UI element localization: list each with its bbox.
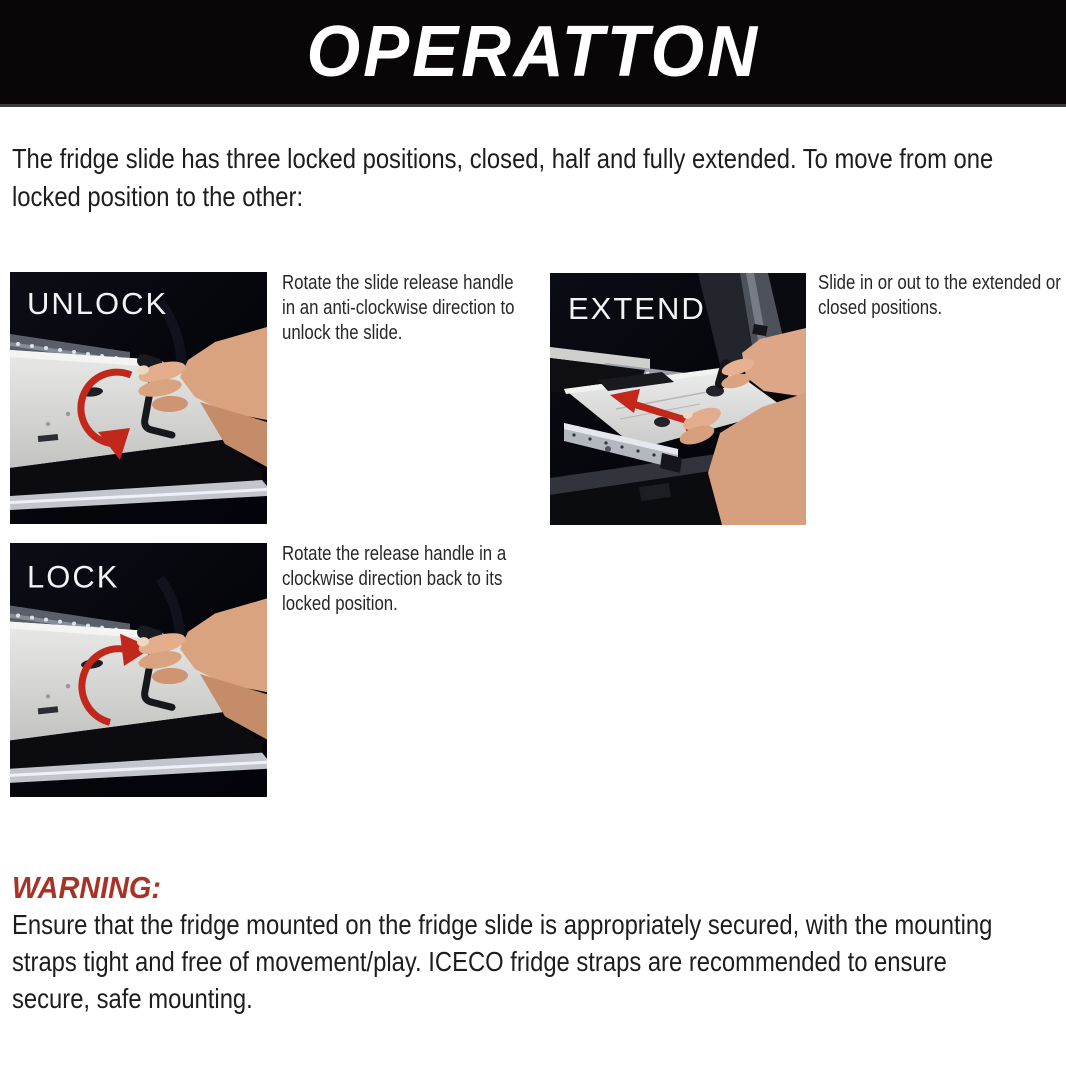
- intro-line: locked position to the other:: [12, 181, 304, 212]
- caption-line: unlock the slide.: [282, 322, 403, 344]
- warning-text: [12, 906, 1066, 1017]
- extend-illustration: [550, 273, 806, 525]
- unlock-photo: [10, 272, 267, 524]
- caption-line: closed positions.: [818, 297, 943, 319]
- warning-line: secure, safe mounting.: [12, 983, 253, 1014]
- caption-line: locked position.: [282, 593, 398, 615]
- lock-photo: [10, 543, 267, 797]
- unlock-caption: [282, 271, 559, 346]
- caption-line: Rotate the release handle in a: [282, 543, 507, 565]
- photo-label-unlock: UNLOCK: [27, 286, 169, 321]
- photo-label-extend: EXTEND: [568, 291, 706, 326]
- caption-line: clockwise direction back to its: [282, 568, 503, 590]
- page-title: OPERATTON: [306, 12, 760, 92]
- caption-line: Slide in or out to the extended or: [818, 272, 1061, 294]
- warning-line: Ensure that the fridge mounted on the fridge slide is appropriately secured, with the mounting: [12, 909, 993, 940]
- intro-line: The fridge slide has three locked positions, closed, half and fully extended. To move from one: [12, 143, 994, 174]
- unlock-illustration: [10, 272, 267, 524]
- photo-label-lock: LOCK: [27, 559, 120, 595]
- warning-title: WARNING:: [12, 870, 161, 905]
- intro-text: [12, 140, 1066, 216]
- lock-caption: [282, 542, 549, 617]
- warning-line: straps tight and free of movement/play. ICECO fridge straps are recommended to ensure: [12, 946, 947, 977]
- extend-caption: [818, 271, 1066, 321]
- caption-line: Rotate the slide release handle: [282, 272, 514, 294]
- caption-line: in an anti-clockwise direction to: [282, 297, 515, 319]
- lock-illustration: [10, 543, 267, 797]
- extend-photo: [550, 273, 806, 525]
- operation-header: [0, 0, 1066, 107]
